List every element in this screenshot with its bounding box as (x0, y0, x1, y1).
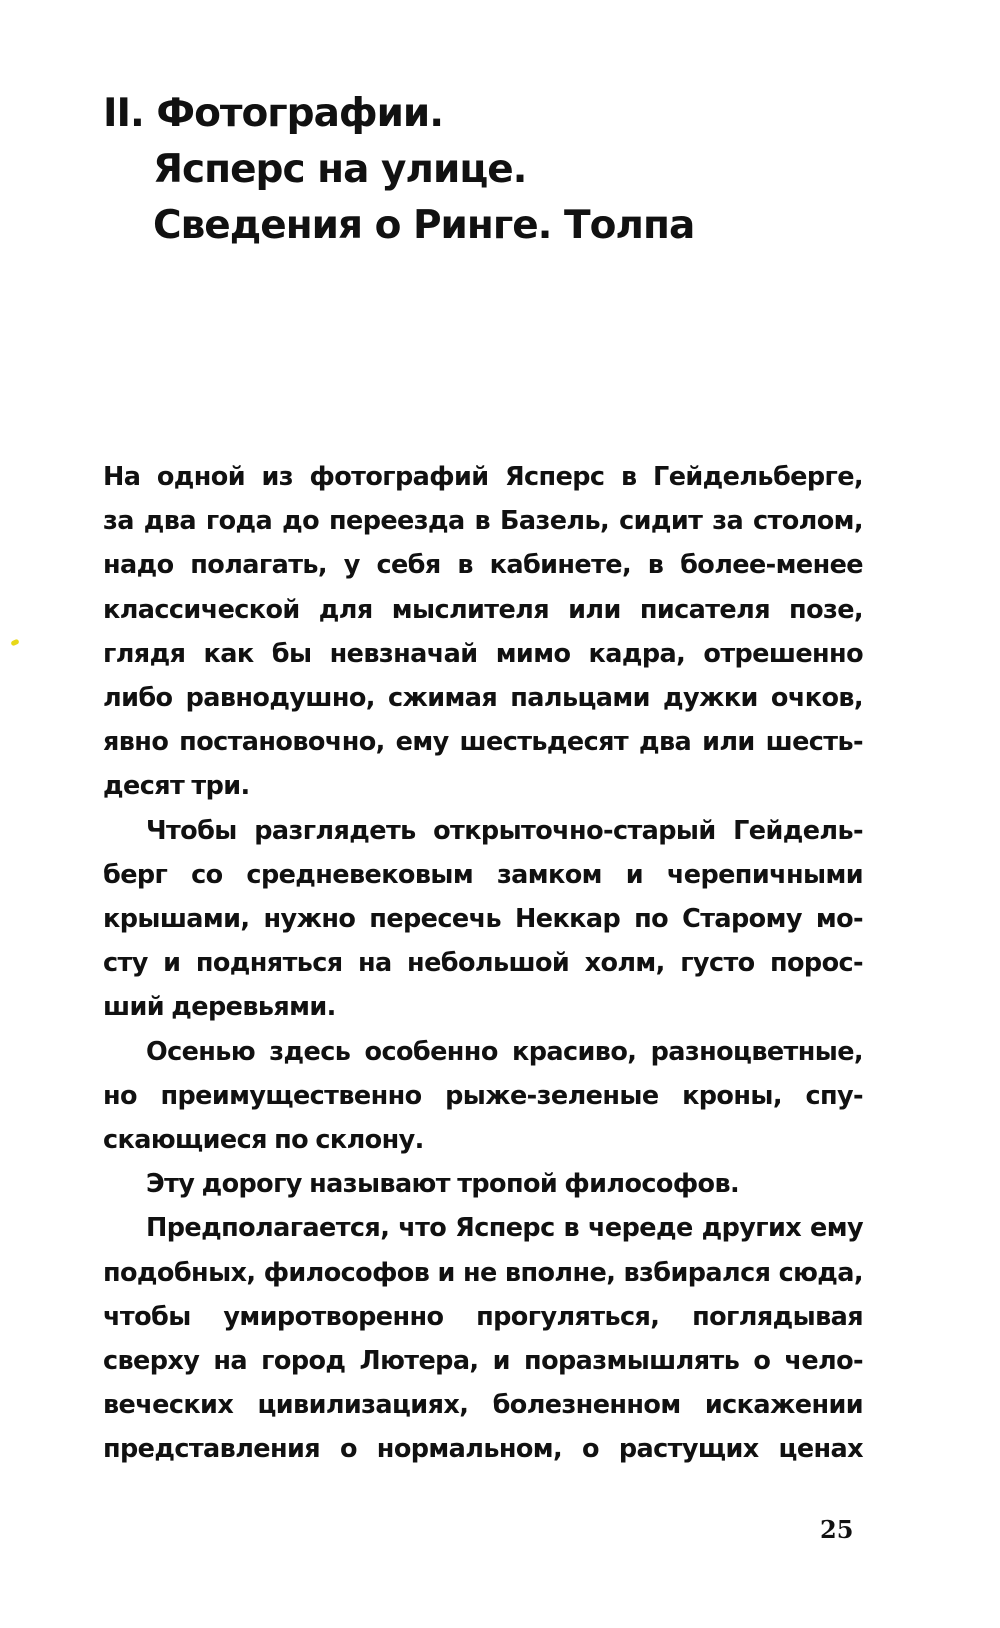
text-line: сту и подняться на небольшой холм, густо порос- (103, 948, 863, 979)
page-number: 25 (820, 1515, 854, 1544)
chapter-title-line: II. Фотографии. (103, 91, 444, 136)
text-line: либо равнодушно, сжимая пальцами дужки очков, (103, 683, 863, 714)
chapter-title-line: Ясперс на улице. (153, 147, 527, 192)
chapter-title (103, 86, 694, 254)
text-line: сверху на город Лютера, и поразмышлять о чело- (103, 1346, 863, 1377)
highlighter-mark (10, 639, 19, 647)
text-line: Осенью здесь особенно красиво, разноцветные, (146, 1036, 863, 1067)
text-line: ший деревьями. (103, 992, 336, 1023)
text-line: Предполагается, что Ясперс в череде других ему (146, 1213, 863, 1244)
text-line: скающиеся по склону. (103, 1125, 424, 1156)
text-line: глядя как бы невзначай мимо кадра, отрешенно (103, 638, 863, 669)
text-line: представления о нормальном, о растущих ценах (103, 1434, 863, 1465)
text-line: берг со средневековым замком и черепичными (103, 859, 863, 890)
body-text (103, 455, 863, 1472)
text-line: за два года до переезда в Базель, сидит за столом, (103, 506, 863, 537)
text-line: надо полагать, у себя в кабинете, в более-менее (103, 550, 863, 581)
text-line: Эту дорогу называют тропой философов. (146, 1169, 740, 1200)
text-line: чтобы умиротворенно прогуляться, поглядывая (103, 1301, 863, 1332)
text-line: На одной из фотографий Ясперс в Гейдельберге, (103, 462, 863, 492)
text-line: явно постановочно, ему шестьдесят два или шесть- (103, 727, 863, 758)
text-line: веческих цивилизациях, болезненном искажении (103, 1390, 863, 1421)
text-line: но преимущественно рыже-зеленые кроны, спу- (103, 1080, 863, 1111)
text-line: десят три. (103, 771, 250, 802)
text-line: подобных, философов и не вполне, взбирался сюда, (103, 1257, 863, 1288)
text-line: Чтобы разглядеть открыточно-старый Гейдель- (146, 815, 863, 846)
chapter-title-line: Сведения о Ринге. Толпа (153, 203, 695, 248)
text-line: классической для мыслителя или писателя позе, (103, 594, 863, 625)
text-line: крышами, нужно пересечь Неккар по Старому мо- (103, 904, 863, 935)
